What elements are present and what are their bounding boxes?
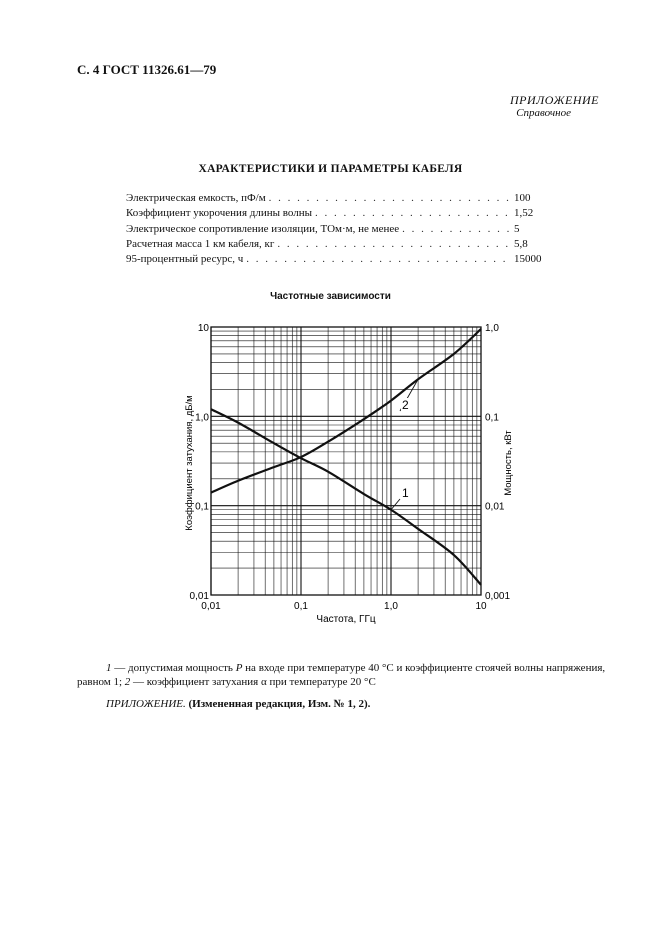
chart-curves [211,329,481,585]
curve-1-label: 1 [402,486,409,500]
x-tick-label: 1,0 [384,601,398,612]
y-right-tick-label: 1,0 [485,323,499,334]
footnote-italic: ПРИЛОЖЕНИЕ. [106,698,186,710]
chart-title: Частотные зависимости [270,291,391,302]
param-label: Коэффициент укорочения длины волны [126,207,312,220]
param-value: 5,8 [514,237,528,250]
param-value: 100 [514,192,531,204]
chart-caption-line2 [77,675,376,689]
caption-text-1: — допустимая мощность [111,662,236,674]
y-right-tick-label: 0,1 [485,412,499,424]
caption-text-2b: — коэффициент затухания α при температуре 20 °С [130,676,376,688]
caption-text-1b: на входе при температуре 40 °С и коэффициенте стоячей волны напряжения, [242,662,606,674]
x-axis-label: Частота, ГГц [316,614,376,625]
chart-caption [106,661,606,675]
y-axis-left-label: Коэффициент затухания, дБ/м [184,395,195,531]
y-right-tick-label: 0,01 [485,501,505,513]
caption-num-1: 1 [106,662,112,674]
param-value: 1,52 [514,207,534,220]
caption-num-2: 2 [124,676,131,688]
appendix-subtitle: Справочное [516,107,571,119]
plot-frame [211,327,481,595]
footnote [106,698,370,710]
caption-symbol-p: P [235,662,243,674]
appendix-title: ПРИЛОЖЕНИЕ [510,93,599,107]
param-value: 5 [514,222,520,235]
param-label: 95-процентный ресурс, ч [126,253,244,266]
y-right-tick-label: 0,001 [485,591,511,602]
param-label: Электрическое сопротивление изоляции, ТОм·м, не менее [126,222,400,235]
curve-2 [211,329,481,493]
param-label: Электрическая емкость, пФ/м [126,192,266,204]
curve-1-leader [391,499,400,510]
chart-grid [211,327,481,595]
section-title: ХАРАКТЕРИСТИКИ И ПАРАМЕТРЫ КАБЕЛЯ [198,163,463,175]
chart-ticks [190,323,511,612]
curve-1 [211,409,481,585]
param-value: 15000 [514,253,542,266]
y-left-tick-label: 1,0 [195,412,209,424]
y-axis-right-label: Мощность, кВт [503,430,514,496]
y-left-tick-label: 0,01 [189,591,209,602]
x-tick-label: 0,1 [294,601,308,612]
y-left-tick-label: 10 [197,323,209,334]
page-header: С. 4 ГОСТ 11326.61—79 [77,62,217,77]
x-tick-label: 10 [475,601,487,612]
curve-2-label: 2 [402,398,409,412]
x-tick-label: 0,01 [201,601,221,612]
param-label: Расчетная масса 1 км кабеля, кг [126,237,275,250]
footnote-bold: (Измененная редакция, Изм. № 1, 2). [185,698,371,710]
y-left-tick-label: 0,1 [195,501,209,513]
caption-text-2: равном 1; [77,676,125,688]
